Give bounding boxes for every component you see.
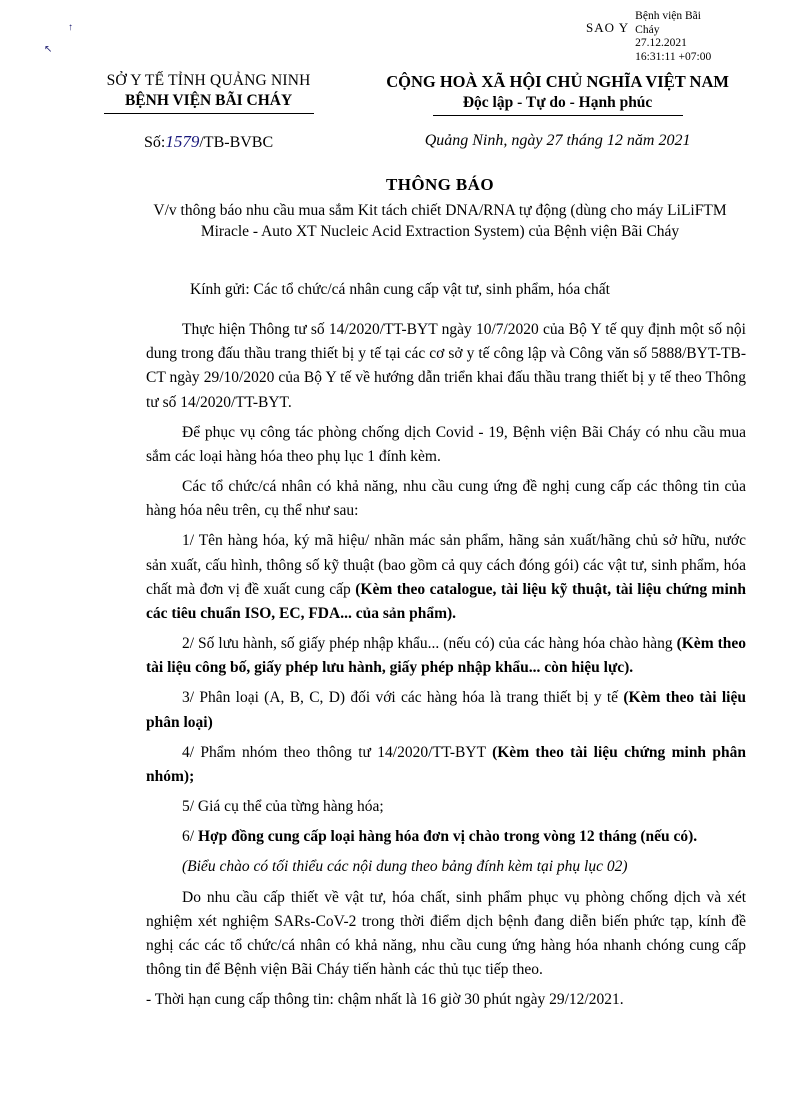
national-heading	[355, 72, 760, 116]
requirement-item-2-emphasis: (Kèm theo tài liệu công bố, giấy phép lưu hành, giấy phép nhập khẩu... còn hiệu lực).	[146, 635, 747, 677]
header-left-rule	[104, 113, 314, 114]
body-paragraph-2: Để phục vụ công tác phòng chống dịch Covid - 19, Bệnh viện Bãi Cháy có nhu cầu mua sắm các loại hàng hóa theo phụ lục 1 đính kèm.	[146, 423, 746, 465]
requirement-item-3-text: 3/ Phân loại (A, B, C, D) đối với các hàng hóa là trang thiết bị y tế	[182, 689, 624, 707]
header-right-rule	[433, 115, 683, 116]
requirement-item-2-text: 2/ Số lưu hành, số giấy phép nhập khẩu... (nếu có) của các hàng hóa chào hàng	[182, 635, 677, 653]
country-name: CỘNG HOÀ XÃ HỘI CHỦ NGHĨA VIỆT NAM	[386, 72, 729, 91]
requirement-item-4-emphasis: (Kèm theo tài liệu chứng minh phân nhóm);	[146, 743, 746, 785]
requirement-item-1-text: 1/ Tên hàng hóa, ký mã hiệu/ nhãn mác sản phẩm, hãng sản xuất/hãng chủ sở hữu, nước sản xuất, cấu hình, thông số kỹ thuật (bao gồm cả quy cách đóng gói) các vật tư, sinh phẩm, hóa chất mà đơn vị đề xuất cung cấp	[146, 532, 746, 598]
page-title: THÔNG BÁO	[386, 175, 494, 194]
stamp-lines	[635, 10, 711, 64]
stamp-line-3: 27.12.2021	[635, 37, 687, 50]
document-body	[146, 318, 746, 1018]
body-paragraph-1: Thực hiện Thông tư số 14/2020/TT-BYT ngày 10/7/2020 của Bộ Y tế quy định một số nội dung trong đấu thầu trang thiết bị y tế tại các cơ sở y tế công lập và Công văn số 5888/BYT-TB-CT ngày 29/10/2020 của Bộ Y tế về hướng dẫn triển khai đấu thầu trang thiết bị y tế theo Thông tư số 14/2020/TT-BYT.	[146, 321, 746, 411]
stamp-line-1: Bệnh viện Bãi	[635, 10, 701, 22]
requirement-item-4	[146, 741, 746, 789]
document-subtitle: V/v thông báo nhu cầu mua sắm Kit tách chiết DNA/RNA tự động (dùng cho máy LiLiFTM Miracle - Auto XT Nucleic Acid Extraction System) của Bệnh viện Bãi Cháy	[153, 202, 727, 240]
page-mark-one: ↑	[68, 22, 73, 33]
place-and-date: Quảng Ninh, ngày 27 tháng 12 năm 2021	[424, 132, 691, 149]
appendix-note: (Biểu chào có tối thiểu các nội dung theo bảng đính kèm tại phụ lục 02)	[182, 858, 628, 876]
requirement-item-6-emphasis: Hợp đồng cung cấp loại hàng hóa đơn vị chào trong vòng 12 tháng (nếu có).	[197, 828, 698, 846]
page-mark-two: ↖	[44, 44, 53, 55]
department-name: SỞ Y TẾ TỈNH QUẢNG NINH	[106, 72, 311, 89]
document-number-prefix: Số:	[144, 134, 166, 151]
stamp-line-2: Cháy	[635, 23, 660, 36]
requirement-item-5: 5/ Giá cụ thể của từng hàng hóa;	[182, 798, 384, 816]
deadline-line: - Thời hạn cung cấp thông tin: chậm nhất là 16 giờ 30 phút ngày 29/12/2021.	[146, 991, 624, 1009]
document-number-handwritten: 1579	[165, 132, 200, 151]
requirement-item-4-text: 4/ Phẩm nhóm theo thông tư 14/2020/TT-BYT	[182, 743, 493, 761]
document-header	[40, 72, 760, 116]
recipient-line: Kính gửi: Các tổ chức/cá nhân cung cấp vật tư, sinh phẩm, hóa chất	[190, 281, 610, 298]
body-paragraph-final: Do nhu cầu cấp thiết về vật tư, hóa chất, sinh phẩm phục vụ phòng chống dịch và xét nghiệm xét nghiệm SARs-CoV-2 trong thời điểm dịch bệnh đang diễn biến phức tạp, kính đề nghị các các tổ chức/cá nhân có khả năng, nhu cầu cung ứng hàng hóa nhanh chóng cung cấp thông tin để Bệnh viện Bãi Cháy tiến hành các thủ tục tiếp theo.	[146, 888, 746, 979]
requirement-item-3	[146, 686, 746, 734]
document-number	[40, 132, 355, 152]
document-number-suffix: /TB-BVBC	[199, 134, 274, 151]
stamp-line-4: 16:31:11 +07:00	[635, 50, 712, 63]
stamp-label: SAO Y	[586, 20, 630, 35]
hospital-name: BỆNH VIỆN BÃI CHÁY	[124, 92, 293, 109]
document-meta-row	[40, 132, 760, 152]
requirement-item-6	[146, 825, 746, 849]
requirement-item-3-emphasis: (Kèm theo tài liệu phân loại)	[146, 689, 746, 731]
national-motto: Độc lập - Tự do - Hạnh phúc	[462, 94, 653, 111]
body-paragraph-3: Các tổ chức/cá nhân có khả năng, nhu cầu cung ứng đề nghị cung cấp các thông tin của hàng hóa nêu trên, cụ thể như sau:	[146, 478, 746, 520]
requirement-item-1-emphasis: (Kèm theo catalogue, tài liệu kỹ thuật, tài liệu chứng minh các tiêu chuẩn ISO, EC, FDA... của sản phẩm).	[146, 580, 747, 622]
title-block	[140, 175, 740, 242]
requirement-item-1	[146, 529, 746, 626]
digital-signature-stamp	[586, 10, 786, 64]
issuing-authority	[40, 72, 355, 116]
requirement-item-2	[146, 632, 746, 680]
requirement-item-6-text: 6/	[182, 828, 198, 846]
